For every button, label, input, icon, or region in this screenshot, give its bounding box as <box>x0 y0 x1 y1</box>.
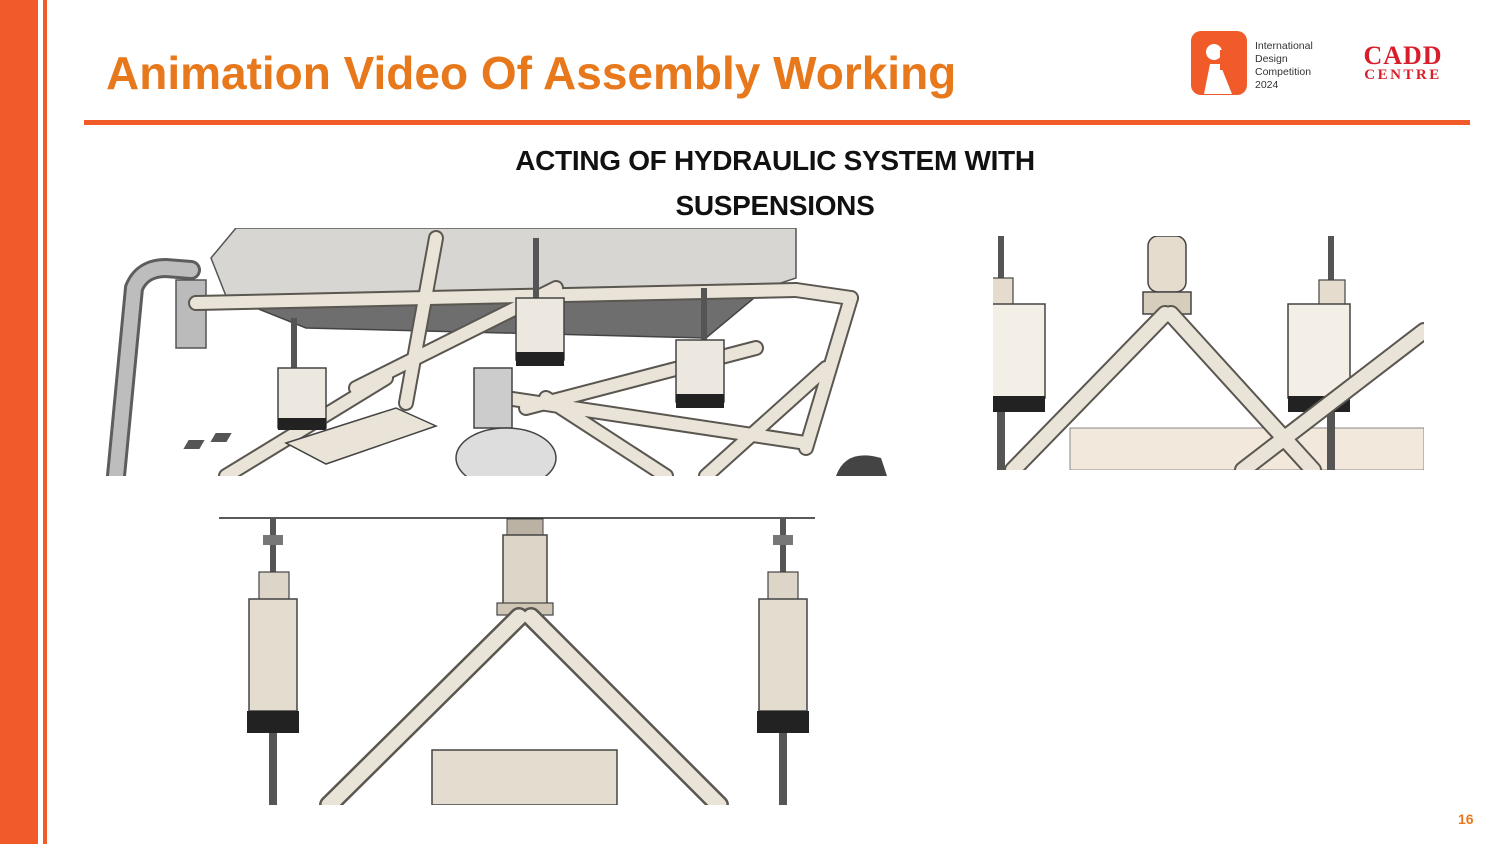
idc-logo-text <box>1255 40 1313 92</box>
idc-logo <box>1190 30 1330 96</box>
slide-title: Animation Video Of Assembly Working <box>106 47 957 99</box>
idc-logo-mark-icon <box>1190 30 1250 96</box>
title-underline <box>84 120 1470 125</box>
cadd-logo-bottom: CENTRE <box>1364 67 1442 83</box>
idc-line-2: Design <box>1255 53 1288 65</box>
isometric-suspension-image <box>106 228 887 476</box>
front-view-top-illustration <box>993 236 1424 470</box>
idc-line-1: International <box>1255 40 1313 52</box>
front-view-bottom-image <box>219 517 815 805</box>
idc-line-3: Competition <box>1255 66 1312 78</box>
left-accent-line <box>43 0 47 844</box>
isometric-render-illustration <box>106 228 887 476</box>
slide-subtitle: ACTING OF HYDRAULIC SYSTEM WITH SUSPENSIONS <box>515 145 1035 221</box>
left-accent-bar <box>0 0 38 844</box>
cadd-logo-top: CADD <box>1363 41 1443 70</box>
cadd-centre-logo <box>1342 41 1464 84</box>
page-number: 16 <box>1458 811 1474 827</box>
front-view-top-image <box>993 236 1424 470</box>
front-view-bottom-illustration <box>219 517 815 805</box>
idc-line-4: 2024 <box>1255 79 1279 91</box>
